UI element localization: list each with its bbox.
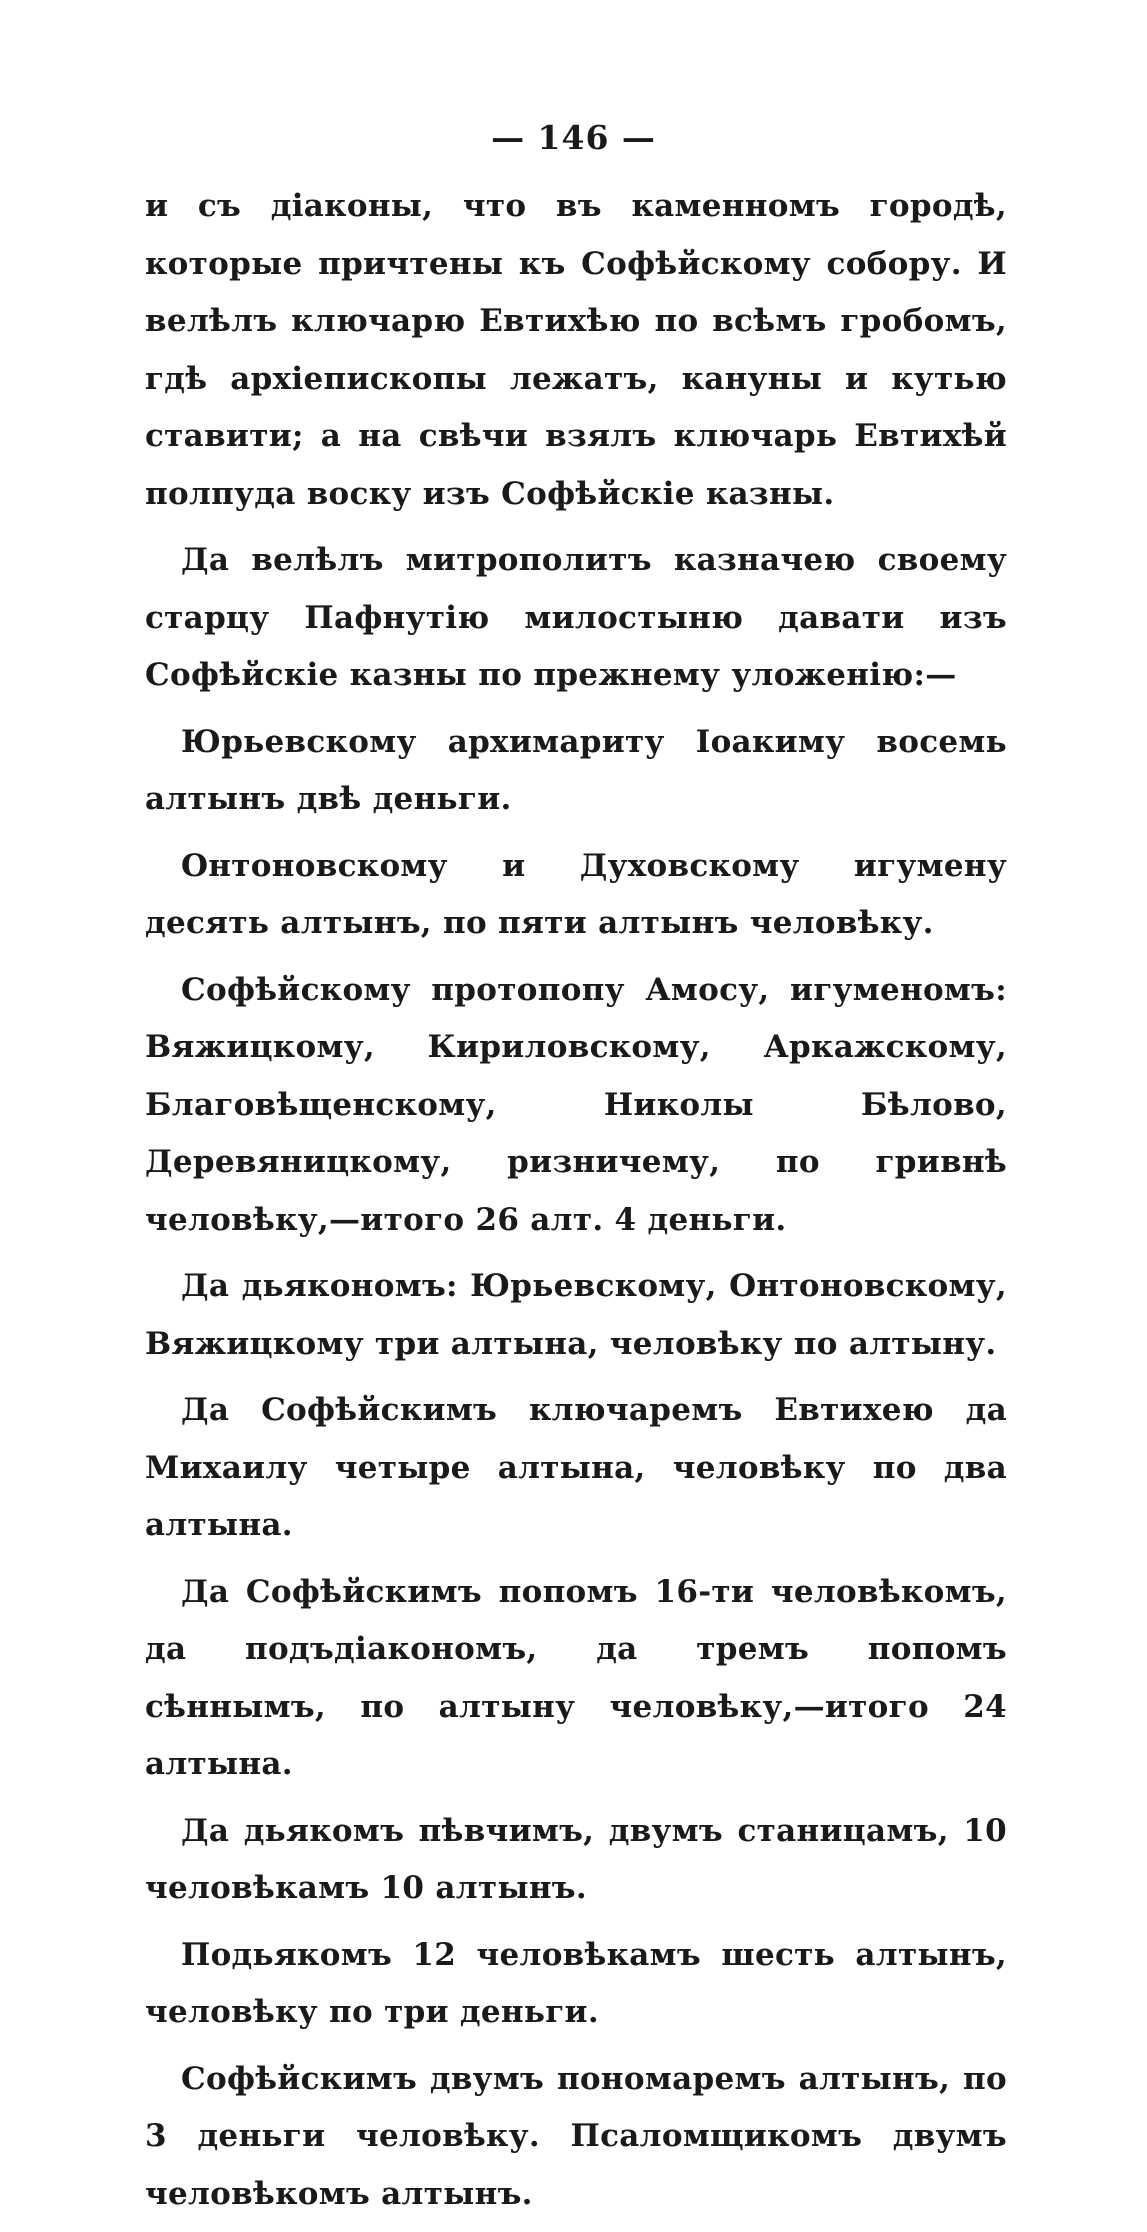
text-body	[145, 178, 1007, 2232]
page-number: — 146 —	[491, 118, 656, 157]
paragraph-sextons: Софѣйскимъ двумъ пономаремъ алтынъ, по 3 деньги человѣку. Псаломщикомъ двумъ человѣкомъ алтынъ.	[145, 2060, 1007, 2212]
paragraph-singers: Да дьякомъ пѣвчимъ, двумъ станицамъ, 10 человѣкамъ 10 алтынъ.	[145, 1812, 1007, 1906]
paragraph-subdeacons: Подьякомъ 12 человѣкамъ шесть алтынъ, человѣку по три деньги.	[145, 1936, 1007, 2030]
paragraph-continuation: и съ діаконы, что въ каменномъ городѣ, которые причтены къ Софѣйскому собору. И велѣлъ ключарю Евтихѣю по всѣмъ гробомъ, гдѣ архіепископы лежатъ, кануны и кутью ставити; а на свѣчи взялъ ключарь Евтихѣй полпуда воску изъ Софѣйскіе казны.	[145, 188, 1007, 512]
paragraph-ontonov-dukhov: Онтоновскому и Духовскому игумену десять алтынъ, по пяти алтынъ человѣку.	[145, 847, 1007, 941]
paragraph-priests: Да Софѣйскимъ попомъ 16-ти человѣкомъ, да подъдіакономъ, да тремъ попомъ сѣннымъ, по алтыну человѣку,—итого 24 алтына.	[145, 1573, 1007, 1782]
paragraph-deacons: Да дьякономъ: Юрьевскому, Онтоновскому, Вяжицкому три алтына, человѣку по алтыну.	[145, 1268, 1007, 1362]
paragraph-yuriev-archimandrite: Юрьевскому архимариту Іоакиму восемь алтынъ двѣ деньги.	[145, 723, 1007, 817]
paragraph-sacristans: Да Софѣйскимъ ключаремъ Евтихею да Михаилу четыре алтына, человѣку по два алтына.	[145, 1392, 1007, 1543]
paragraph-protopop-abbots: Софѣйскому протопопу Амосу, игуменомъ: Вяжицкому, Кириловскому, Аркажскому, Благовѣщенскому, Николы Бѣлово, Деревяницкому, ризничему, по гривнѣ человѣку,—итого 26 алт. 4 деньги.	[145, 971, 1007, 1238]
paragraph-alms-order: Да велѣлъ митрополитъ казначею своему старцу Пафнутію милостыню давати изъ Софѣйскіе казны по прежнему уложенію:—	[145, 542, 1007, 693]
